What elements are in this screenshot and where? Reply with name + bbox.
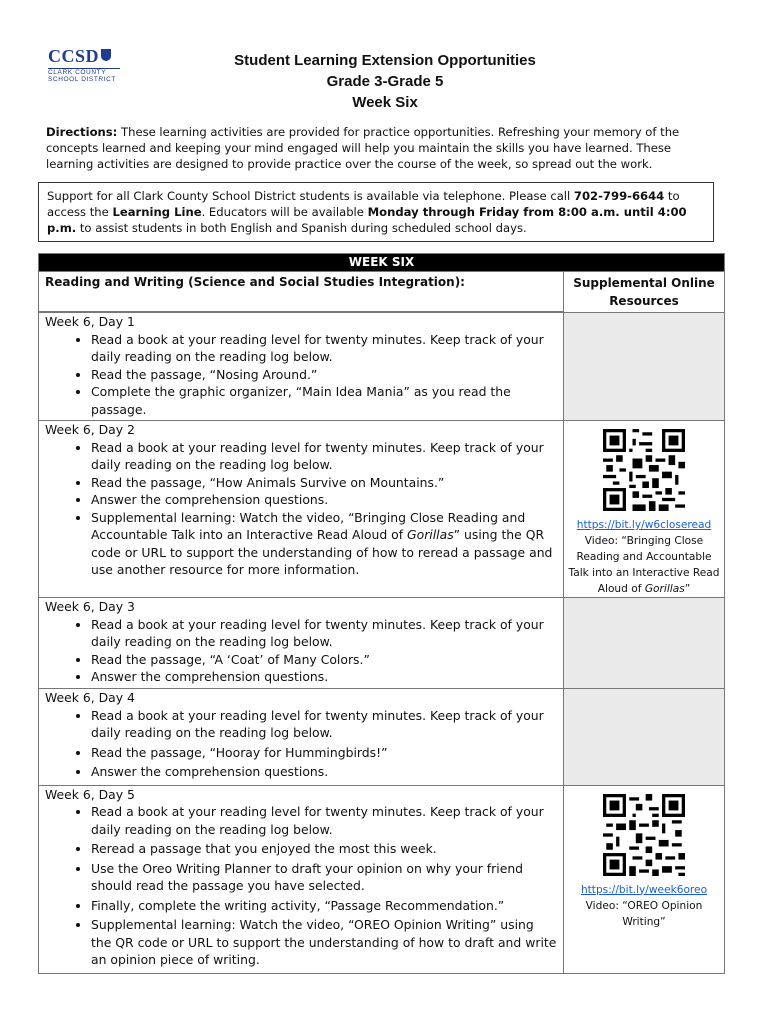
document-header bbox=[150, 50, 620, 113]
list-item: • Read the passage, “How Animals Survive on Mountains.” bbox=[91, 474, 557, 492]
day-1-cell bbox=[39, 313, 564, 421]
support-box bbox=[38, 182, 714, 242]
day-title: Week 6, Day 3 bbox=[45, 599, 135, 614]
day-2-list bbox=[45, 439, 557, 579]
list-item bbox=[91, 509, 557, 579]
day-1-resource-cell bbox=[564, 313, 725, 421]
list-item: • Use the Oreo Writing Planner to draft your opinion on why your friend should read the passage you have selected. bbox=[91, 860, 557, 895]
list-item: • Supplemental learning: Watch the video, “OREO Opinion Writing” using the QR code or URL to support the understanding of how to draft and write an opinion piece of writing. bbox=[91, 916, 557, 969]
document-title: Student Learning Extension Opportunities bbox=[234, 52, 536, 69]
week-label: Week Six bbox=[352, 94, 418, 111]
directions bbox=[46, 124, 714, 172]
list-item: • Read the passage, “A ‘Coat’ of Many Colors.” bbox=[91, 651, 557, 669]
supplemental-resources-title: Supplemental Online Resources bbox=[564, 272, 725, 313]
resource-title-em: Gorillas bbox=[644, 583, 685, 595]
directions-label: Directions: bbox=[46, 125, 118, 139]
resource-link-oreo[interactable]: https://bit.ly/week6oreo bbox=[580, 883, 708, 896]
day-1-list bbox=[45, 331, 557, 419]
support-text-1: Support for all Clark County School District students is available via telephone. Please call bbox=[47, 189, 574, 203]
support-text-2: to access the bbox=[47, 189, 680, 219]
supplemental-text-end: ” using the QR code or URL to support the understanding of how to reread a passage and use another resource for more information. bbox=[91, 527, 553, 577]
directions-text: These learning activities are provided for practice opportunities. Refreshing your memory of the concepts learned and keeping your mind engaged will help you maintain the skills you have learned. These learning activities are designed to provide practice over the course of the week, so spread out the work. bbox=[46, 125, 680, 171]
resource-link-closeread[interactable]: https://bit.ly/w6closeread bbox=[576, 519, 712, 531]
list-item: • Read a book at your reading level for twenty minutes. Keep track of your daily reading on the reading log below. bbox=[91, 616, 557, 651]
day-3-list bbox=[45, 616, 557, 686]
day-4-cell bbox=[39, 689, 564, 786]
list-item: • Answer the comprehension questions. bbox=[91, 668, 557, 686]
list-item: • Read the passage, “Hooray for Hummingbirds!” bbox=[91, 744, 557, 762]
support-text-3: . Educators will be available bbox=[201, 205, 368, 219]
resource-description: Video: “OREO Opinion Writing” bbox=[585, 899, 703, 928]
list-item: • Reread a passage that you enjoyed the most this week. bbox=[91, 840, 557, 858]
list-item: • Read a book at your reading level for twenty minutes. Keep track of your daily reading on the reading log below. bbox=[91, 803, 557, 838]
support-text-4: to assist students in both English and Spanish during scheduled school days. bbox=[76, 221, 527, 235]
logo-subtitle-1: CLARK COUNTY bbox=[48, 69, 107, 76]
day-3-resource-cell bbox=[564, 598, 725, 689]
resource-description: Video: “Bringing Close Reading and Accountable Talk into an Interactive Read Aloud of bbox=[568, 535, 720, 595]
day-title: Week 6, Day 1 bbox=[45, 314, 135, 329]
day-2-cell bbox=[39, 421, 564, 598]
day-3-cell bbox=[39, 598, 564, 689]
supplemental-text: Supplemental learning: Watch the video, “Bringing Close Reading and Accountable Talk into an Interactive Read Aloud of bbox=[91, 509, 526, 542]
list-item: • Read a book at your reading level for twenty minutes. Keep track of your daily reading on the reading log below. bbox=[91, 331, 557, 366]
day-title: Week 6, Day 4 bbox=[45, 690, 135, 705]
week-six-header: WEEK SIX bbox=[39, 254, 725, 272]
qr-code-icon[interactable] bbox=[603, 429, 685, 511]
day-2-resource-cell bbox=[564, 421, 725, 598]
resource-description-end: ” bbox=[684, 583, 691, 595]
list-item: • Read a book at your reading level for twenty minutes. Keep track of your daily reading on the reading log below. bbox=[91, 707, 557, 742]
support-hours: Monday through Friday from 8:00 a.m. until 4:00 p.m. bbox=[47, 205, 687, 235]
day-5-list bbox=[45, 803, 557, 969]
list-item: • Read a book at your reading level for twenty minutes. Keep track of your daily reading on the reading log below. bbox=[91, 439, 557, 474]
list-item: • Finally, complete the writing activity, “Passage Recommendation.” bbox=[91, 897, 557, 915]
grade-range: Grade 3-Grade 5 bbox=[326, 73, 444, 90]
day-5-cell bbox=[39, 785, 564, 973]
list-item: • Answer the comprehension questions. bbox=[91, 763, 557, 781]
reading-writing-title: Reading and Writing (Science and Social Studies Integration): bbox=[39, 272, 564, 312]
list-item: • Answer the comprehension questions. bbox=[91, 491, 557, 509]
logo-text: CCSD bbox=[48, 46, 100, 66]
logo-subtitle-2: SCHOOL DISTRICT bbox=[48, 76, 116, 83]
shield-icon bbox=[101, 49, 111, 61]
day-4-resource-cell bbox=[564, 689, 725, 786]
day-5-resource-cell bbox=[564, 785, 725, 973]
list-item: • Complete the graphic organizer, “Main Idea Mania” as you read the passage. bbox=[91, 383, 557, 418]
support-learning-line: Learning Line bbox=[112, 205, 202, 219]
day-title: Week 6, Day 2 bbox=[45, 422, 135, 437]
ccsd-logo bbox=[48, 46, 120, 90]
supplemental-title-em: Gorillas bbox=[407, 527, 454, 542]
week-six-table bbox=[38, 253, 725, 974]
qr-code-icon[interactable] bbox=[603, 794, 685, 876]
list-item: • Read the passage, “Nosing Around.” bbox=[91, 366, 557, 384]
day-title: Week 6, Day 5 bbox=[45, 786, 135, 802]
support-phone: 702-799-6644 bbox=[573, 189, 665, 203]
day-4-list bbox=[45, 707, 557, 781]
